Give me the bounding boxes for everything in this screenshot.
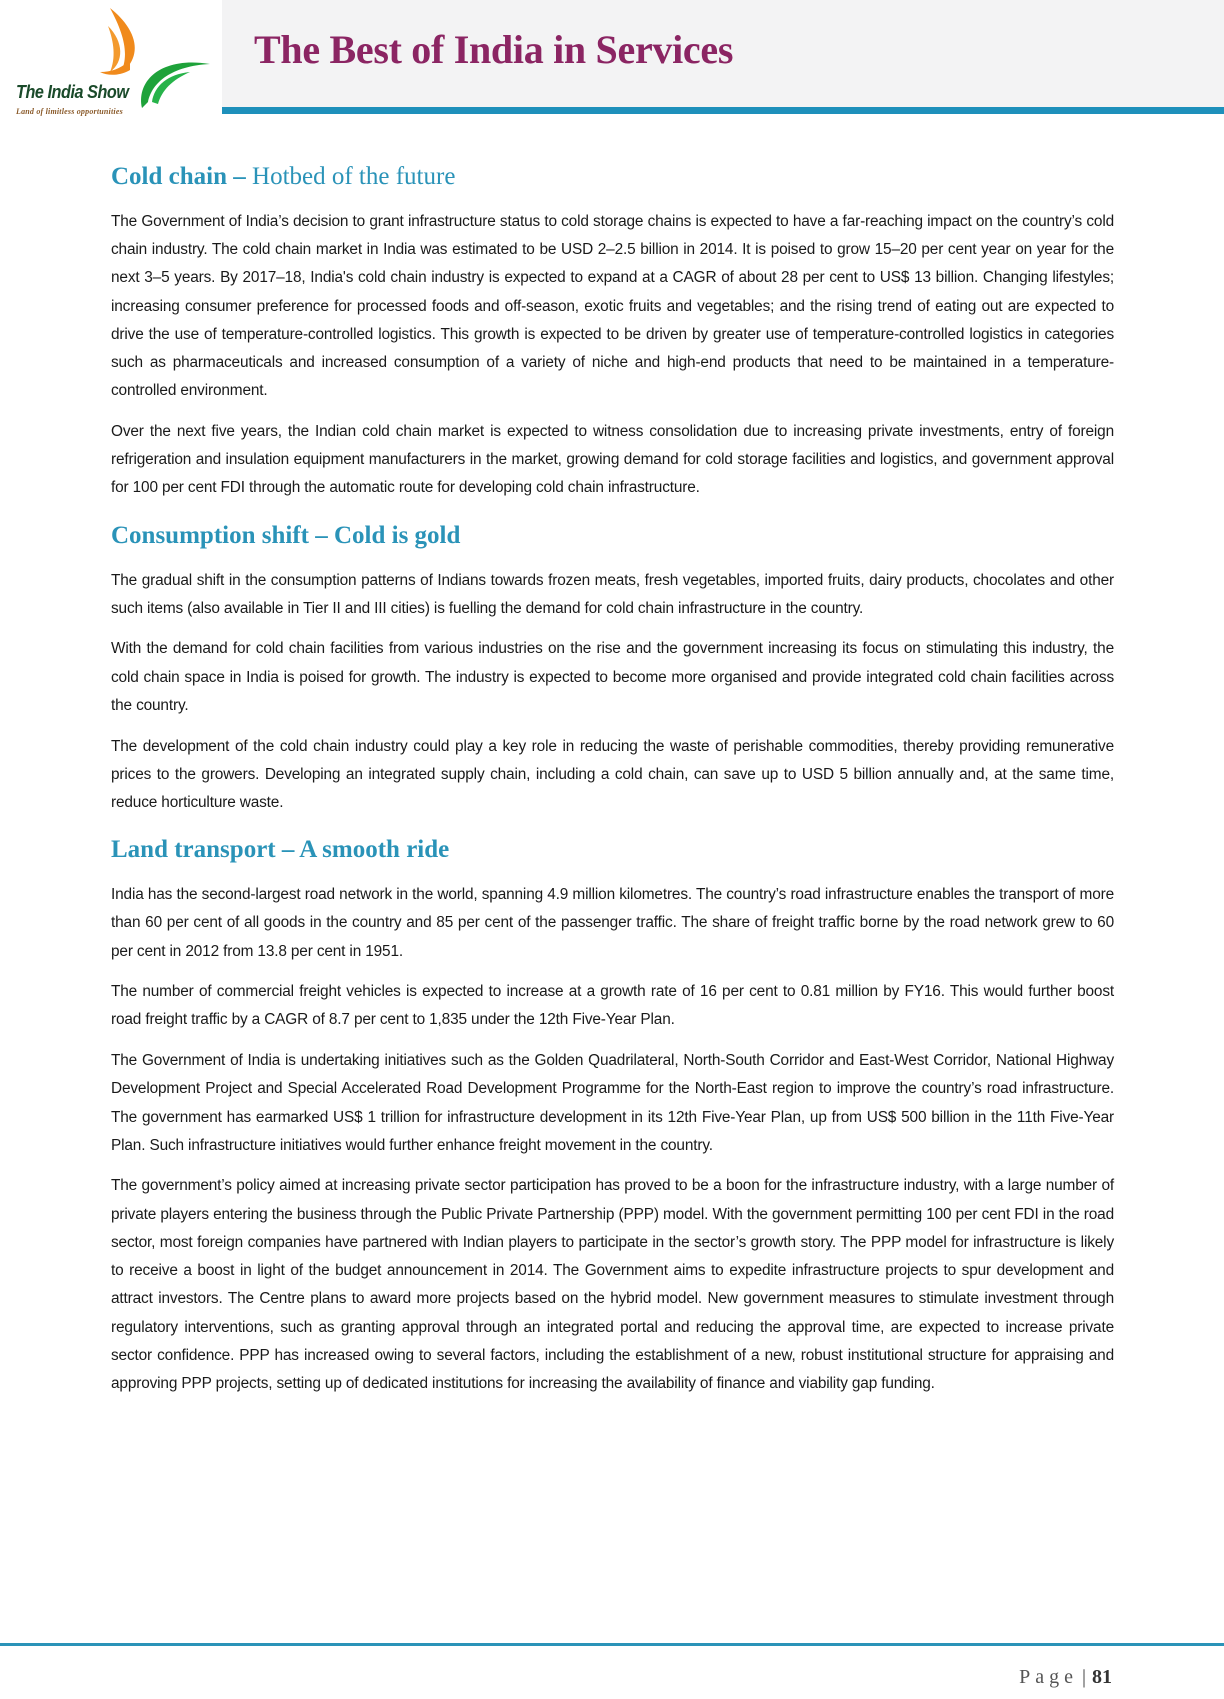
footer-divider xyxy=(0,1643,1224,1646)
heading-bold-part: Land transport – A smooth ride xyxy=(111,836,450,864)
paragraph: Over the next five years, the Indian cold chain market is expected to witness consolidation due to increasing private investments, entry of foreign refrigeration and insulation equipment manufacturers in the market, growing demand for cold storage facilities and logistics, and government approval for 100 per cent FDI through the automatic route for developing cold chain infrastructure. xyxy=(111,422,1114,497)
paragraph: The government’s policy aimed at increasing private sector participation has proved to be a boon for the infrastructure industry, with a large number of private players entering the business through the Public Private Partnership (PPP) model. With the government permitting 100 per cent FDI in the road sector, most foreign companies have partnered with Indian players to participate in the sector’s growth story. The PPP model for infrastructure is likely to receive a boost in light of the budget announcement in 2014. The Government aims to expedite infrastructure projects to spur development and attract investors. The Centre plans to award more projects based on the hybrid model. New government measures to stimulate investment through regulatory interventions, such as granting approval through an integrated portal and reducing the approval time, are expected to increase private sector confidence. PPP has increased owing to several factors, including the establishment of a new, robust institutional structure for appraising and approving PPP projects, setting up of dedicated institutions for increasing the availability of finance and viability gap funding. xyxy=(111,1177,1114,1392)
article-body xyxy=(111,160,1114,1411)
page-separator: | xyxy=(1081,1666,1086,1688)
paragraph: The Government of India’s decision to grant infrastructure status to cold storage chains is expected to have a far-reaching impact on the country’s cold chain industry. The cold chain market in India was estimated to be USD 2–2.5 billion in 2014. It is poised to grow 15–20 per cent year on year for the next 3–5 years. By 2017–18, India's cold chain industry is expected to expand at a CAGR of about 28 per cent to US$ 13 billion. Changing lifestyles; increasing consumer preference for processed foods and off-season, exotic fruits and vegetables; and the rising trend of eating out are expected to drive the use of temperature-controlled logistics. This growth is expected to be driven by greater use of temperature-controlled logistics in categories such as pharmaceuticals and increased consumption of a variety of niche and high-end products that need to be maintained in a temperature-controlled environment. xyxy=(111,213,1114,400)
section-heading xyxy=(111,160,1114,194)
paragraph: The development of the cold chain industry could play a key role in reducing the waste of perishable commodities, thereby providing remunerative prices to the growers. Developing an integrated supply chain, including a cold chain, can save up to USD 5 billion annually and, at the same time, reduce horticulture waste. xyxy=(111,737,1114,811)
section-consumption-shift xyxy=(111,519,1114,818)
heading-bold-part: Consumption shift – Cold is gold xyxy=(111,521,461,549)
logo-title: The India Show xyxy=(16,82,129,102)
page-label: Page xyxy=(1019,1666,1078,1688)
section-heading xyxy=(111,519,1114,553)
section-heading xyxy=(111,833,1114,867)
logo-tagline: Land of limitless opportunities xyxy=(16,107,123,116)
page-number xyxy=(1019,1666,1112,1689)
heading-normal-part: Hotbed of the future xyxy=(245,163,456,190)
section-cold-chain xyxy=(111,160,1114,503)
section-land-transport xyxy=(111,833,1114,1398)
paragraph: The Government of India is undertaking initiatives such as the Golden Quadrilateral, North-South Corridor and East-West Corridor, National Highway Development Project and Special Accelerated Road Development Programme for the North-East region to improve the country’s road infrastructure. The government has earmarked US$ 1 trillion for infrastructure development in its 12th Five-Year Plan, up from US$ 500 billion in the 11th Five-Year Plan. Such infrastructure initiatives would further enhance freight movement in the country. xyxy=(111,1052,1114,1154)
header-divider xyxy=(222,107,1224,114)
paragraph: With the demand for cold chain facilities from various industries on the rise and the government increasing its focus on stimulating this industry, the cold chain space in India is poised for growth. The industry is expected to become more organised and provide integrated cold chain facilities across the country. xyxy=(111,640,1114,714)
paragraph: The number of commercial freight vehicles is expected to increase at a growth rate of 16 per cent to 0.81 million by FY16. This would further boost road freight traffic by a CAGR of 8.7 per cent to 1,835 under the 12th Five-Year Plan. xyxy=(111,983,1114,1029)
paragraph: The gradual shift in the consumption patterns of Indians towards frozen meats, fresh vegetables, imported fruits, dairy products, chocolates and other such items (also available in Tier II and III cities) is fuelling the demand for cold chain infrastructure in the country. xyxy=(111,571,1114,617)
the-india-show-logo xyxy=(12,6,217,118)
page-number-value: 81 xyxy=(1092,1666,1112,1688)
heading-bold-part: Cold chain – xyxy=(111,163,246,190)
paragraph: India has the second-largest road network in the world, spanning 4.9 million kilometres. The country’s road infrastructure enables the transport of more than 60 per cent of all goods in the country and 85 per cent of the passenger traffic. The share of freight traffic borne by the road network grew to 60 per cent in 2012 from 13.8 per cent in 1951. xyxy=(111,886,1114,960)
page-title: The Best of India in Services xyxy=(254,27,734,72)
